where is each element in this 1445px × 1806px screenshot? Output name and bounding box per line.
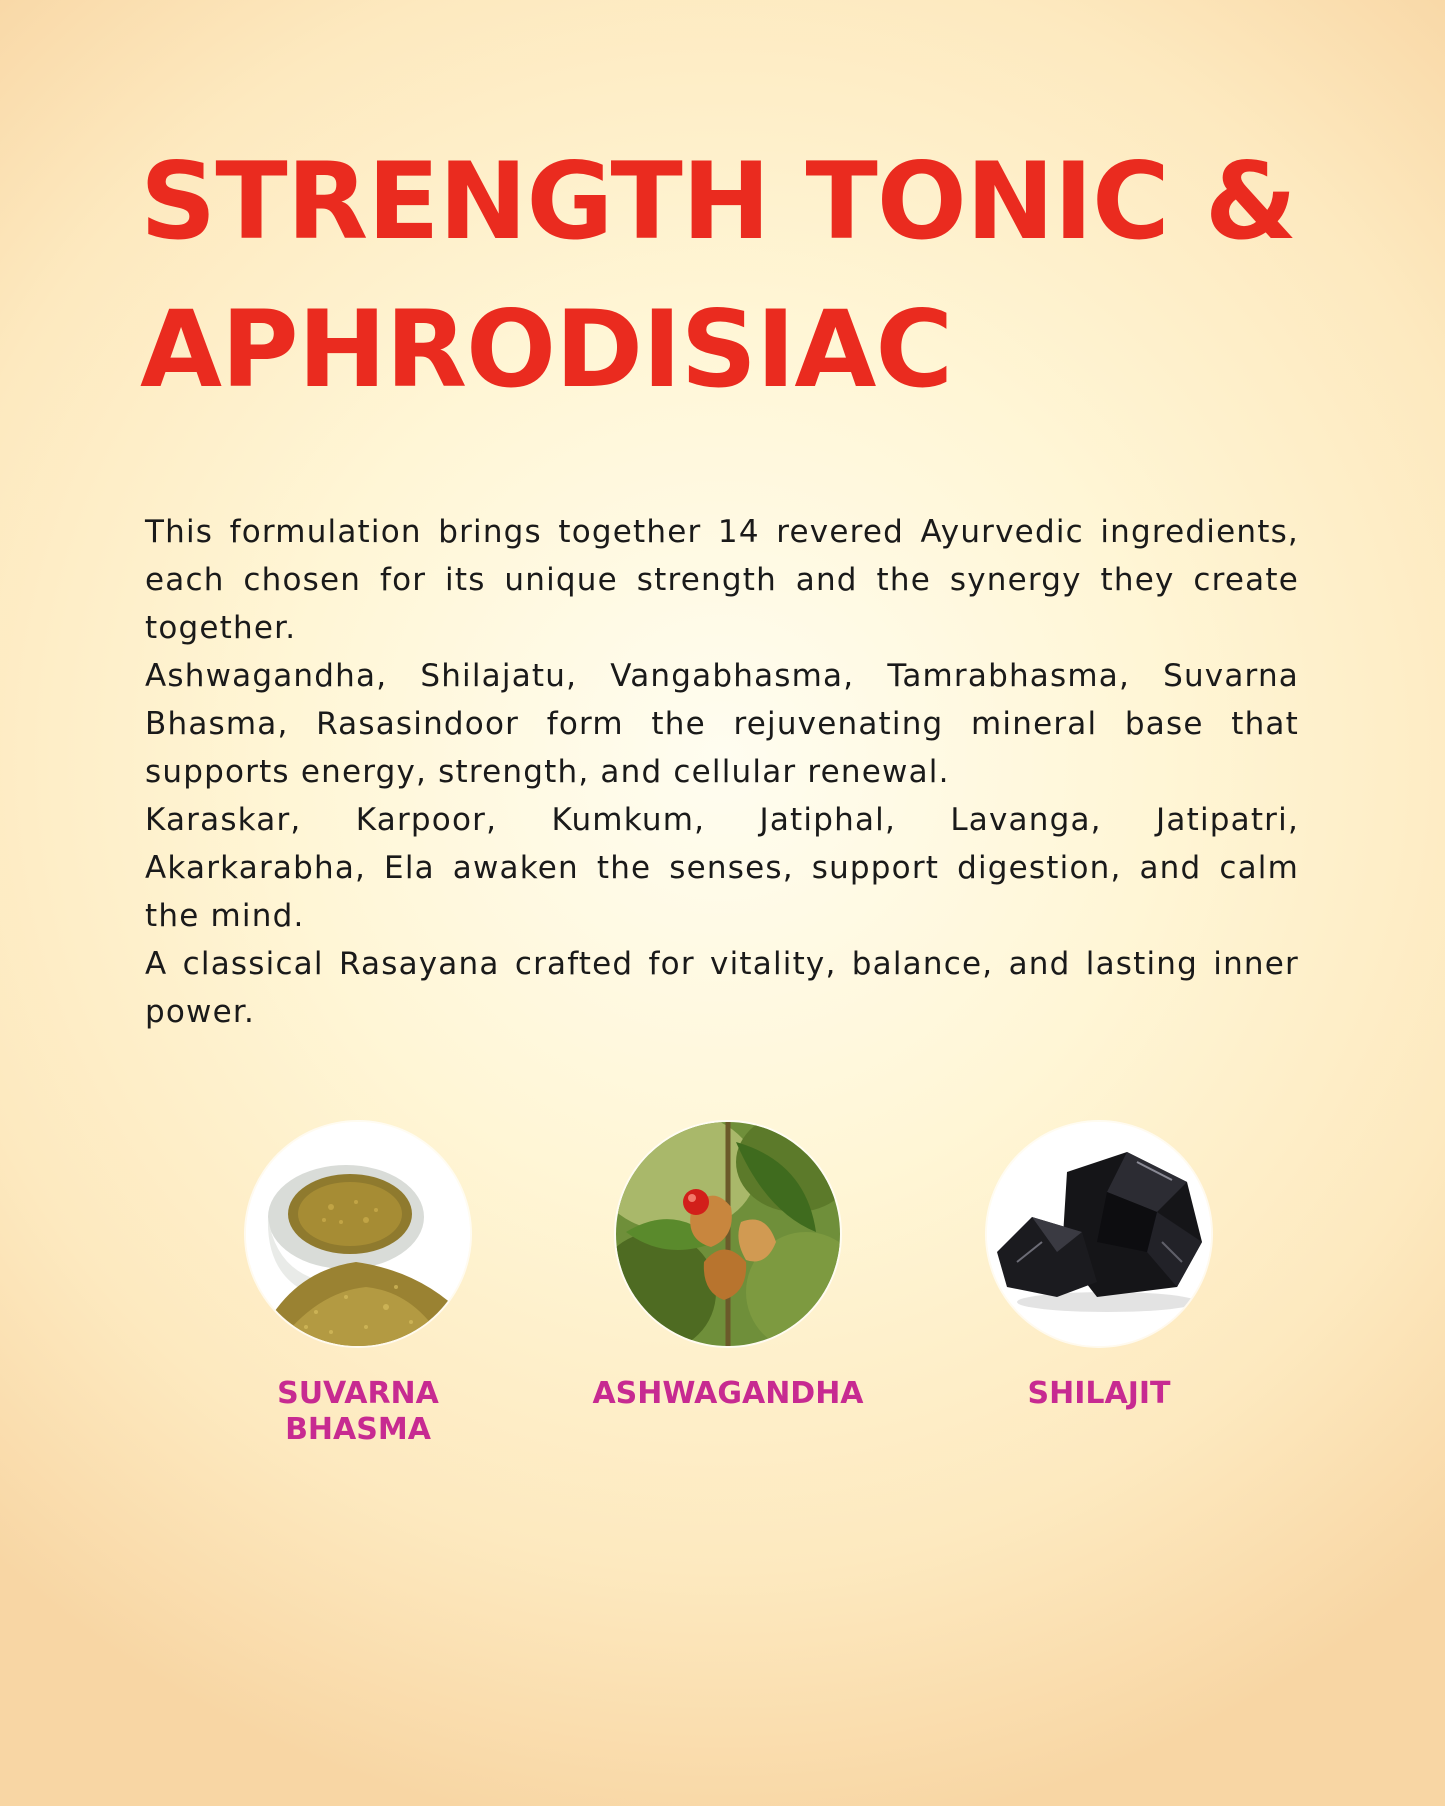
description-paragraph-1: This formulation brings together 14 revered Ayurvedic ingredients, each chosen for its unique strength and the synergy they create together. (145, 514, 1299, 646)
shilajit-rock-photo (987, 1122, 1211, 1346)
description-text (145, 508, 1299, 1036)
description-paragraph-2: Ashwagandha, Shilajatu, Vangabhasma, Tamrabhasma, Suvarna Bhasma, Rasasindoor form the rejuvenating mineral base that supports energy, strength, and cellular renewal. (145, 658, 1299, 790)
gold-powder-jar-photo (246, 1122, 470, 1346)
title-line-2: APHRODISIAC (140, 288, 953, 411)
description-paragraph-4: A classical Rasayana crafted for vitality, balance, and lasting inner power. (145, 946, 1299, 1030)
ingredient-label: ASHWAGANDHA (592, 1376, 864, 1411)
ashwagandha-berry-photo (616, 1122, 840, 1346)
ingredient-suvarna-bhasma (208, 1122, 508, 1448)
ingredient-ashwagandha (578, 1122, 878, 1412)
ingredient-label: SHILAJIT (1027, 1376, 1171, 1411)
page-title (140, 128, 1340, 424)
ingredient-label: SUVARNA BHASMA (277, 1376, 439, 1447)
description-paragraph-3: Karaskar, Karpoor, Kumkum, Jatiphal, Lavanga, Jatipatri, Akarkarabha, Ela awaken the senses, support digestion, and calm the mind. (145, 802, 1299, 934)
ingredient-shilajit (949, 1122, 1249, 1412)
title-line-1: STRENGTH TONIC & (140, 140, 1297, 263)
